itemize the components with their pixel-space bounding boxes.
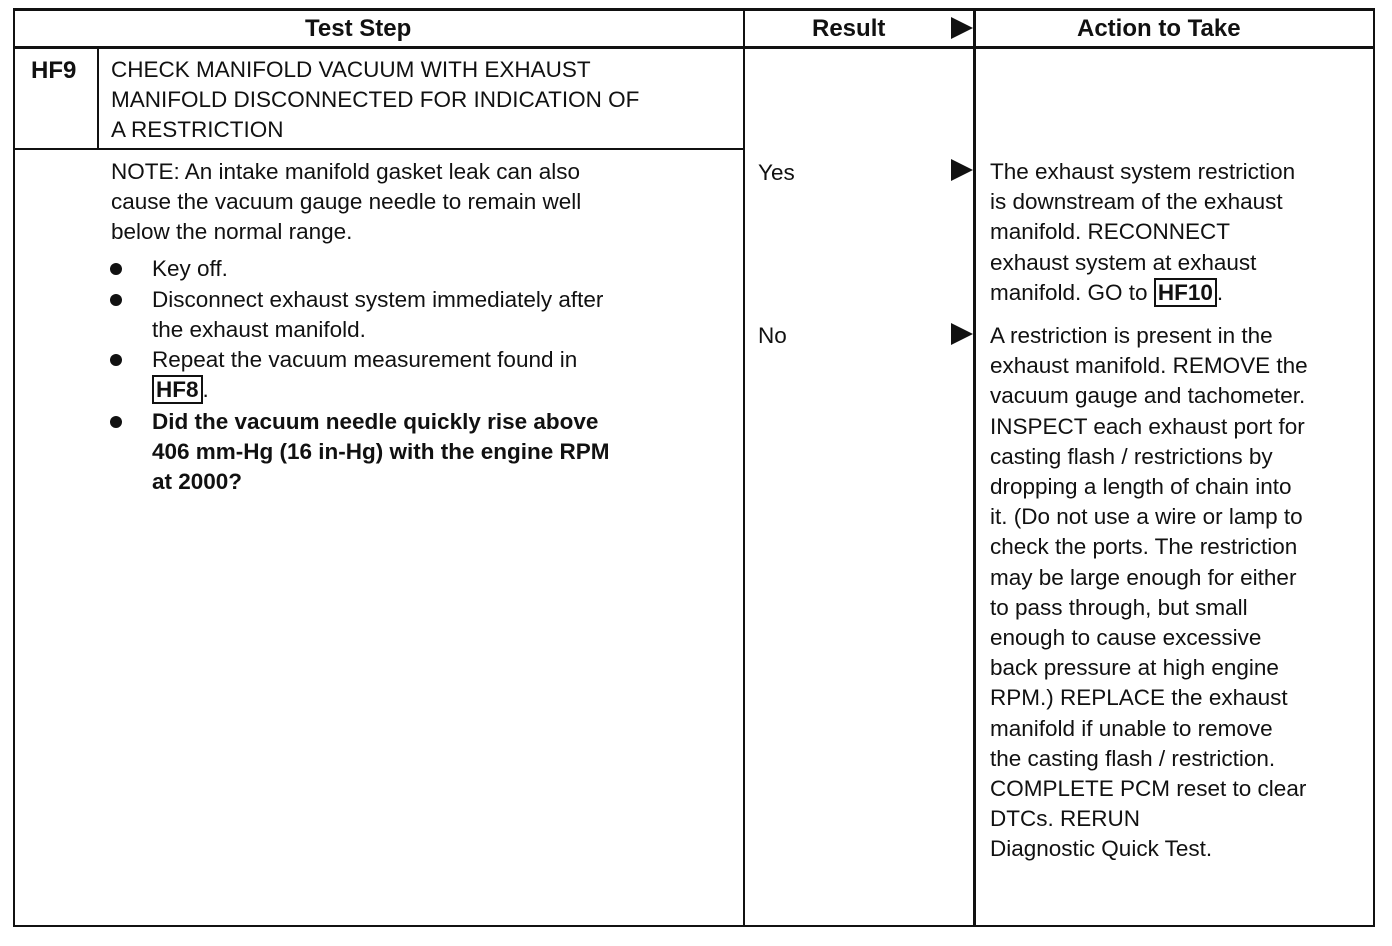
note-line: below the normal range. — [111, 219, 353, 245]
header-result: Result — [812, 15, 886, 42]
result-column-left-border — [743, 8, 745, 927]
action-no-line: the casting flash / restriction. — [990, 745, 1276, 771]
result-yes-arrow-icon — [951, 159, 973, 181]
table-bottom-border — [13, 925, 1375, 927]
action-no-line: vacuum gauge and tachometer. — [990, 383, 1306, 409]
step-title — [111, 55, 639, 146]
ref-hf10-period: . — [1216, 279, 1224, 305]
action-yes-line: manifold. RECONNECT — [990, 219, 1231, 245]
action-no-line: COMPLETE PCM reset to clear — [990, 776, 1307, 802]
ref-hf8[interactable]: HF8 — [152, 375, 203, 404]
note-line: cause the vacuum gauge needle to remain well — [111, 189, 582, 215]
step-title-line: A RESTRICTION — [111, 117, 284, 143]
action-no-line: dropping a length of chain into — [990, 474, 1292, 500]
action-yes — [990, 157, 1295, 308]
step-title-line: CHECK MANIFOLD VACUUM WITH EXHAUST — [111, 57, 591, 82]
action-no-line: DTCs. RERUN — [990, 806, 1140, 832]
id-column-divider — [97, 46, 99, 150]
note-line: NOTE: An intake manifold gasket leak can also — [111, 159, 580, 184]
action-no-line: exhaust manifold. REMOVE the — [990, 353, 1308, 379]
bullet-repeat-line-2 — [152, 375, 209, 405]
action-yes-go-to: manifold. GO to — [990, 279, 1148, 305]
action-yes-line: is downstream of the exhaust — [990, 189, 1283, 215]
action-no-line: casting flash / restrictions by — [990, 443, 1273, 469]
title-divider — [13, 148, 744, 150]
header-test-step: Test Step — [305, 15, 412, 42]
bullet-question-line-2: 406 mm-Hg (16 in-Hg) with the engine RPM — [152, 439, 610, 464]
action-yes-line: exhaust system at exhaust — [990, 249, 1257, 275]
action-no-line: to pass through, but small — [990, 594, 1248, 620]
ref-hf10[interactable]: HF10 — [1154, 278, 1217, 307]
header-action: Action to Take — [1077, 15, 1241, 42]
result-no-arrow-icon — [951, 323, 973, 345]
step-note — [111, 157, 581, 248]
action-no-line: INSPECT each exhaust port for — [990, 413, 1305, 439]
bullet-key-off: Key off. — [152, 256, 228, 281]
step-id: HF9 — [31, 57, 77, 84]
step-title-line: MANIFOLD DISCONNECTED FOR INDICATION OF — [111, 87, 640, 113]
action-column-left-border — [973, 8, 976, 927]
action-no-line: manifold if unable to remove — [990, 715, 1273, 741]
action-no — [990, 321, 1308, 865]
ref-hf8-period: . — [202, 377, 209, 402]
header-arrow-icon — [951, 17, 973, 39]
action-yes-line: The exhaust system restriction — [990, 159, 1296, 184]
bullet-icon — [110, 263, 122, 275]
table-top-border — [13, 8, 1375, 11]
action-yes-last-line — [990, 278, 1295, 308]
bullet-question-line-1: Did the vacuum needle quickly rise above — [152, 409, 599, 434]
action-no-line: RPM.) REPLACE the exhaust — [990, 685, 1288, 711]
bullet-icon — [110, 416, 122, 428]
action-no-line: enough to cause excessive — [990, 625, 1262, 651]
bullet-disconnect-line-2: the exhaust manifold. — [152, 317, 366, 342]
bullet-icon — [110, 294, 122, 306]
table-right-border — [1373, 8, 1375, 927]
bullet-question-line-3: at 2000? — [152, 469, 243, 494]
action-no-line: back pressure at high engine — [990, 655, 1279, 681]
bullet-disconnect-line-1: Disconnect exhaust system immediately after — [152, 287, 604, 312]
bullet-icon — [110, 354, 122, 366]
result-yes: Yes — [758, 160, 795, 185]
header-divider — [13, 46, 1375, 49]
action-no-line: check the ports. The restriction — [990, 534, 1298, 560]
action-no-line: A restriction is present in the — [990, 323, 1273, 348]
action-no-line: it. (Do not use a wire or lamp to — [990, 504, 1303, 530]
bullet-repeat-line-1: Repeat the vacuum measurement found in — [152, 347, 578, 372]
action-no-line: Diagnostic Quick Test. — [990, 836, 1213, 862]
action-no-line: may be large enough for either — [990, 564, 1297, 590]
result-no: No — [758, 323, 787, 348]
table-left-border — [13, 8, 15, 927]
